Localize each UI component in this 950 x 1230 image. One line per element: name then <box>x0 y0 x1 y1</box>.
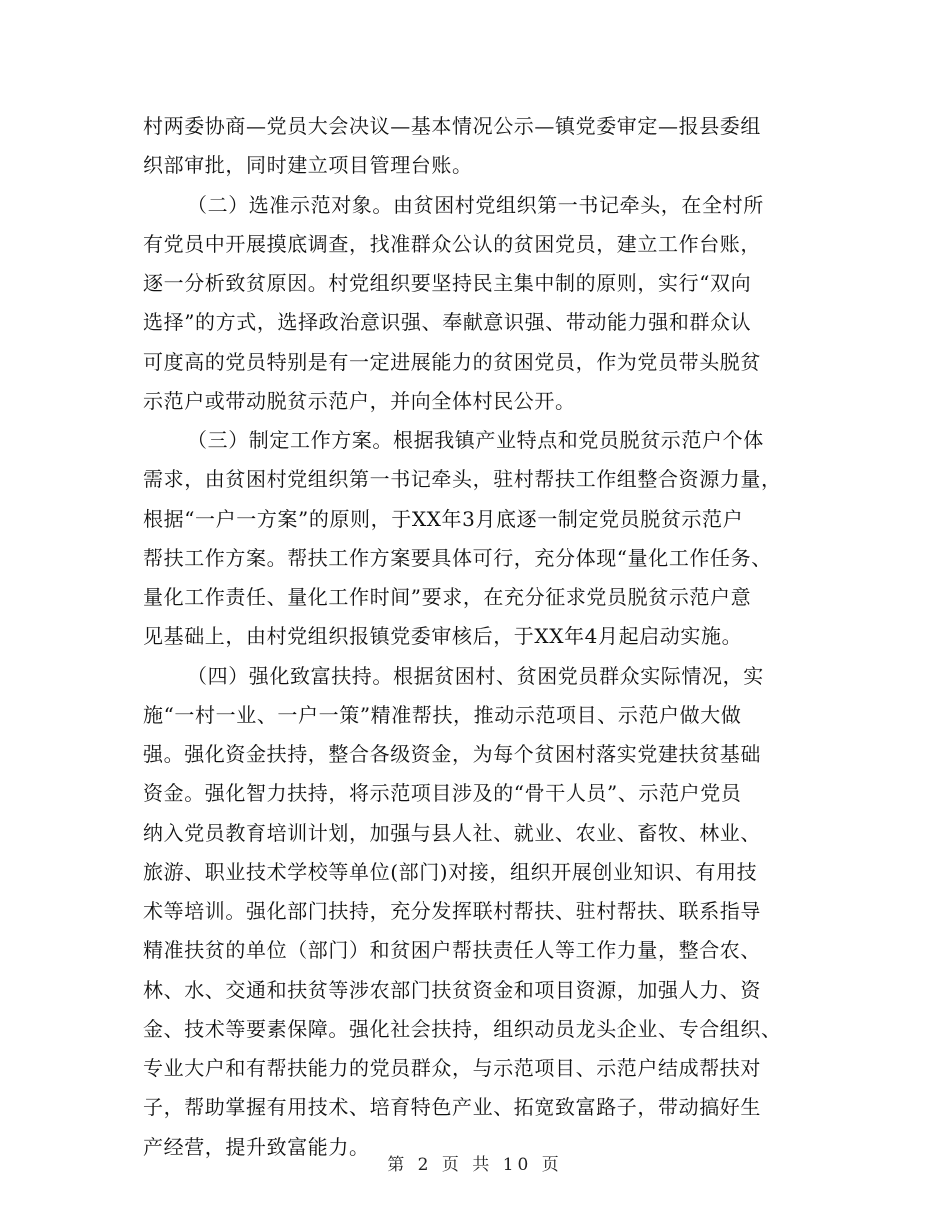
text-line: 织部审批，同时建立项目管理台账。 <box>143 153 473 178</box>
paragraph-first-line: （四）强化致富扶持。根据贫困村、贫困党员群众实际情况，实 <box>187 663 764 688</box>
text-line: 有党员中开展摸底调查，找准群众公认的贫困党员，建立工作台账， <box>143 231 761 256</box>
text-line: 根据“一户一方案”的原则，于XX年3月底逐一制定党员脱贫示范户 <box>143 506 744 531</box>
paragraph-first-line: （二）选准示范对象。由贫困村党组织第一书记牵头，在全村所 <box>187 192 764 217</box>
text-line: 见基础上，由村党组织报镇党委审核后，于XX年4月起启动实施。 <box>143 624 743 649</box>
text-line: 量化工作责任、量化工作时间”要求，在充分征求党员脱贫示范户意 <box>143 585 752 609</box>
text-line: 术等培训。强化部门扶持，充分发挥联村帮扶、驻村帮扶、联系指导 <box>143 899 761 923</box>
text-line: 需求，由贫困村党组织第一书记牵头，驻村帮扶工作组整合资源力量， <box>143 467 782 492</box>
document-body <box>143 107 815 1167</box>
text-line: 子，帮助掌握有用技术、培育特色产业、拓宽致富路子，带动搞好生 <box>143 1095 761 1120</box>
text-line: 村两委协商—党员大会决议—基本情况公示—镇党委审定—报县委组 <box>143 114 761 138</box>
page-number-footer: 第 2 页 共 10 页 <box>387 1155 563 1175</box>
text-line: 纳入党员教育培训计划，加强与县人社、就业、农业、畜牧、林业、 <box>143 820 761 845</box>
text-line: 金、技术等要素保障。强化社会扶持，组织动员龙头企业、专合组织、 <box>143 1016 782 1041</box>
text-line: 旅游、职业技术学校等单位(部门)对接，组织开展创业知识、有用技 <box>143 859 758 884</box>
text-line: 选择”的方式，选择政治意识强、奉献意识强、带动能力强和群众认 <box>143 310 752 335</box>
text-line: 强。强化资金扶持，整合各级资金，为每个贫困村落实党建扶贫基础 <box>143 742 761 766</box>
text-line: 逐一分析致贫原因。村党组织要坚持民主集中制的原则，实行“双向 <box>143 271 752 295</box>
text-line: 可度高的党员特别是有一定进展能力的贫困党员，作为党员带头脱贫 <box>143 349 761 374</box>
text-line: 产经营，提升致富能力。 <box>143 1134 370 1159</box>
text-line: 精准扶贫的单位（部门）和贫困户帮扶责任人等工作力量，整合农、 <box>143 938 761 963</box>
text-line: 专业大户和有帮扶能力的党员群众，与示范项目、示范户结成帮扶对 <box>143 1056 761 1080</box>
text-line: 施“一村一业、一户一策”精准帮扶，推动示范项目、示范户做大做 <box>143 702 742 727</box>
text-line: 示范户或带动脱贫示范户，并向全体村民公开。 <box>143 388 576 413</box>
text-line: 帮扶工作方案。帮扶工作方案要具体可行，充分体现“量化工作任务、 <box>143 545 772 570</box>
text-line: 资金。强化智力扶持，将示范项目涉及的“骨干人员”、示范户党员 <box>143 781 742 806</box>
text-line: 林、水、交通和扶贫等涉农部门扶贫资金和项目资源，加强人力、资 <box>143 977 761 1002</box>
paragraph-first-line: （三）制定工作方案。根据我镇产业特点和党员脱贫示范户个体 <box>187 428 764 452</box>
